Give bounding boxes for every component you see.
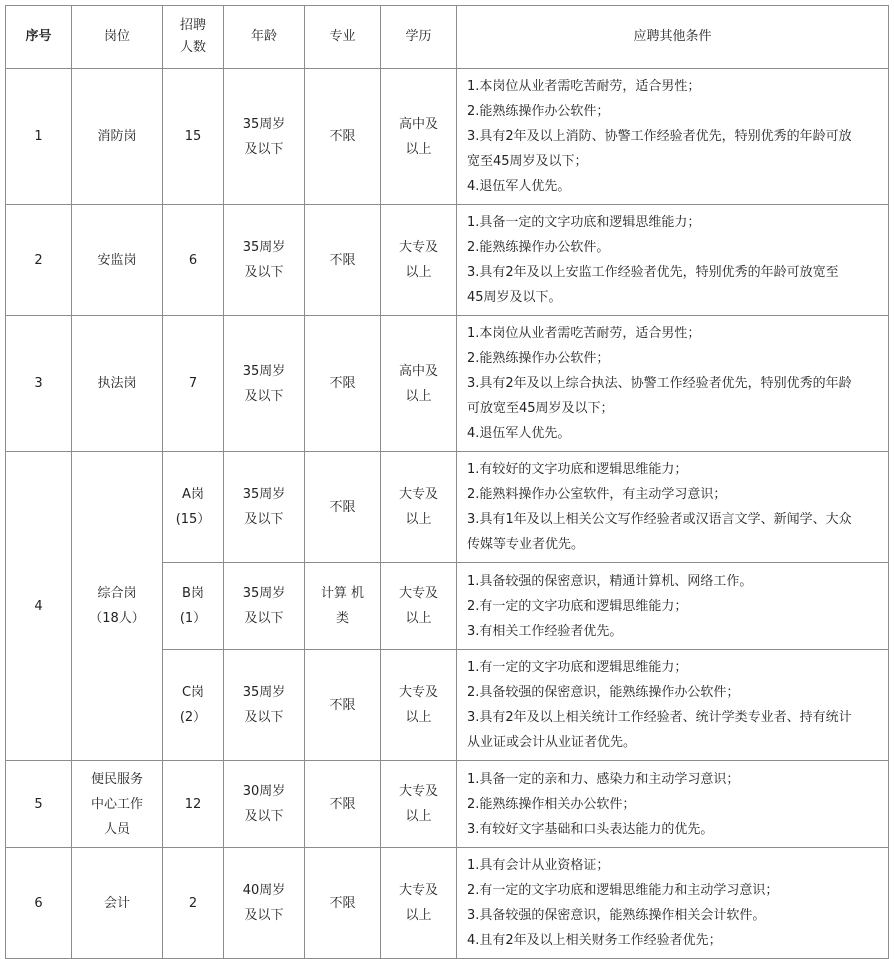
row-count: A岗 (15） [163, 452, 224, 563]
row-count: 15 [163, 69, 224, 205]
row-count: 2 [163, 848, 224, 959]
row-conditions: 1.本岗位从业者需吃苦耐劳，适合男性； 2.能熟练操作办公软件； 3.具有2年及以上综合执法、协警工作经验者优先，特别优秀的年龄 可放宽至45周岁及以下； 4.退伍军人优先。 [457, 316, 889, 452]
row-education: 大专及 以上 [381, 205, 457, 316]
row-conditions: 1.有较好的文字功底和逻辑思维能力； 2.能熟料操作办公室软件，有主动学习意识； 3.具有1年及以上相关公文写作经验者或汉语言文学、新闻学、大众 传媒等专业者优先。 [457, 452, 889, 563]
row-age: 35周岁 及以下 [224, 205, 305, 316]
row-count: 12 [163, 761, 224, 848]
row-count: 6 [163, 205, 224, 316]
header-count: 招聘 人数 [163, 6, 224, 69]
table-row [6, 205, 889, 316]
row-education: 大专及 以上 [381, 563, 457, 650]
header-age: 年龄 [224, 6, 305, 69]
row-major: 不限 [305, 316, 381, 452]
header-major: 专业 [305, 6, 381, 69]
row-education: 大专及 以上 [381, 650, 457, 761]
table-row [6, 69, 889, 205]
row-age: 35周岁 及以下 [224, 563, 305, 650]
row-position: 便民服务 中心工作 人员 [72, 761, 163, 848]
row-conditions: 1.具备一定的文字功底和逻辑思维能力； 2.能熟练操作办公软件。 3.具有2年及以上安监工作经验者优先，特别优秀的年龄可放宽至 45周岁及以下。 [457, 205, 889, 316]
row-no: 5 [6, 761, 72, 848]
row-position: 安监岗 [72, 205, 163, 316]
row-no: 4 [6, 452, 72, 761]
row-major: 不限 [305, 761, 381, 848]
row-education: 高中及 以上 [381, 69, 457, 205]
row-conditions: 1.具有会计从业资格证； 2.有一定的文字功底和逻辑思维能力和主动学习意识； 3.具备较强的保密意识，能熟练操作相关会计软件。 4.且有2年及以上相关财务工作经验者优先； [457, 848, 889, 959]
row-position: 综合岗 （18人） [72, 452, 163, 761]
row-no: 1 [6, 69, 72, 205]
row-major: 不限 [305, 205, 381, 316]
row-conditions: 1.有一定的文字功底和逻辑思维能力； 2.具备较强的保密意识，能熟练操作办公软件； 3.具有2年及以上相关统计工作经验者、统计学类专业者、持有统计 从业证或会计从业证者优先。 [457, 650, 889, 761]
row-major: 不限 [305, 848, 381, 959]
row-education: 大专及 以上 [381, 848, 457, 959]
row-position: 会计 [72, 848, 163, 959]
row-position: 消防岗 [72, 69, 163, 205]
row-major: 不限 [305, 69, 381, 205]
header-position: 岗位 [72, 6, 163, 69]
row-position: 执法岗 [72, 316, 163, 452]
row-major: 不限 [305, 650, 381, 761]
row-age: 40周岁 及以下 [224, 848, 305, 959]
table-row [6, 848, 889, 959]
header-row [6, 6, 889, 69]
row-age: 35周岁 及以下 [224, 316, 305, 452]
header-no: 序号 [6, 6, 72, 69]
row-conditions: 1.具备一定的亲和力、感染力和主动学习意识； 2.能熟练操作相关办公软件； 3.有较好文字基础和口头表达能力的优先。 [457, 761, 889, 848]
header-conditions: 应聘其他条件 [457, 6, 889, 69]
row-education: 大专及 以上 [381, 452, 457, 563]
table-row [6, 761, 889, 848]
row-age: 35周岁 及以下 [224, 69, 305, 205]
row-major: 不限 [305, 452, 381, 563]
row-conditions: 1.本岗位从业者需吃苦耐劳，适合男性； 2.能熟练操作办公软件； 3.具有2年及以上消防、协警工作经验者优先，特别优秀的年龄可放 宽至45周岁及以下； 4.退伍军人优先。 [457, 69, 889, 205]
row-age: 30周岁 及以下 [224, 761, 305, 848]
row-count: B岗 (1） [163, 563, 224, 650]
row-major: 计算 机 类 [305, 563, 381, 650]
row-age: 35周岁 及以下 [224, 452, 305, 563]
row-count: C岗 (2） [163, 650, 224, 761]
row-count: 7 [163, 316, 224, 452]
header-education: 学历 [381, 6, 457, 69]
row-no: 6 [6, 848, 72, 959]
row-education: 大专及 以上 [381, 761, 457, 848]
row-no: 3 [6, 316, 72, 452]
row-education: 高中及 以上 [381, 316, 457, 452]
row-no: 2 [6, 205, 72, 316]
row-age: 35周岁 及以下 [224, 650, 305, 761]
table-row [6, 452, 889, 563]
table-row [6, 316, 889, 452]
recruitment-table [5, 5, 889, 959]
row-conditions: 1.具备较强的保密意识，精通计算机、网络工作。 2.有一定的文字功底和逻辑思维能力； 3.有相关工作经验者优先。 [457, 563, 889, 650]
